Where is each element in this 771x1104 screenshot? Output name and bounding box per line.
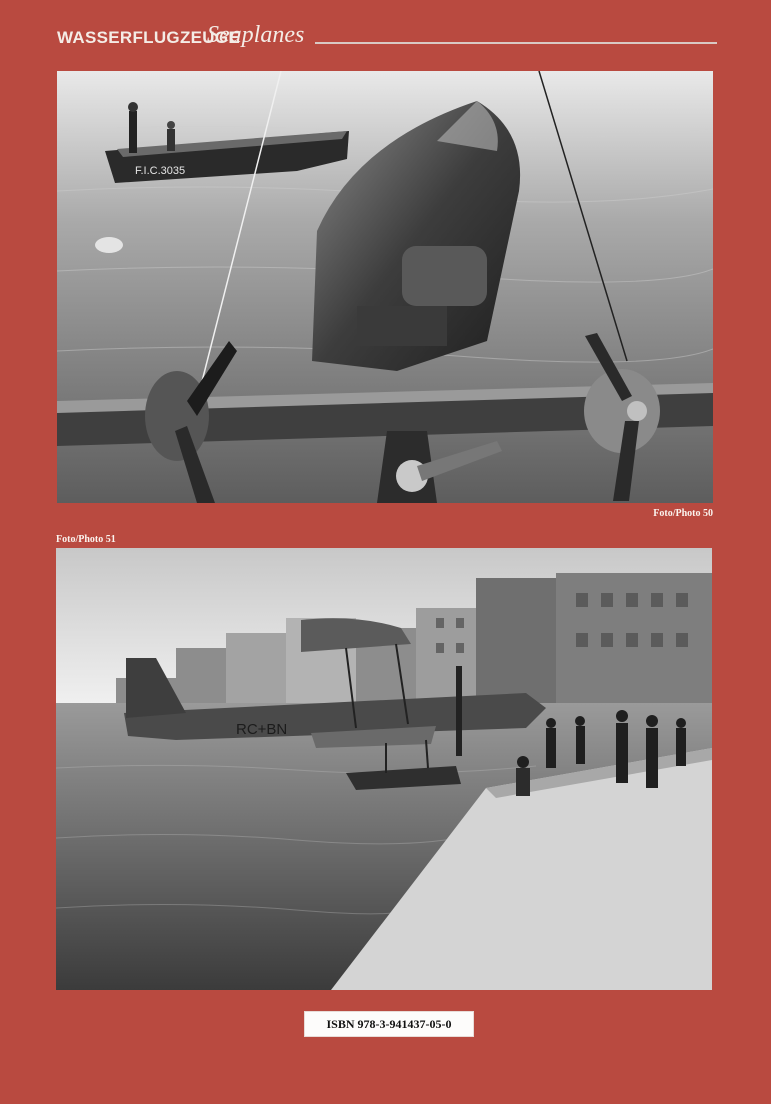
photo-51-seaplane-harbour xyxy=(56,548,712,990)
isbn-label: ISBN 978-3-941437-05-0 xyxy=(304,1011,474,1037)
photo-51-image xyxy=(56,548,712,990)
photo-50-image xyxy=(57,71,713,503)
photo-50-caption: Foto/Photo 50 xyxy=(653,508,713,519)
header-title-english: Seaplanes xyxy=(207,22,305,48)
photo-51-caption: Foto/Photo 51 xyxy=(56,534,116,545)
aircraft-code: RC+BN xyxy=(236,721,288,738)
page-header xyxy=(57,22,717,52)
header-rule xyxy=(315,42,717,44)
boat-marking: F.I.C.3035 xyxy=(135,165,186,177)
header-title-german: WASSERFLUGZEUGE xyxy=(57,28,241,47)
photo-50-flying-boat xyxy=(57,71,713,503)
